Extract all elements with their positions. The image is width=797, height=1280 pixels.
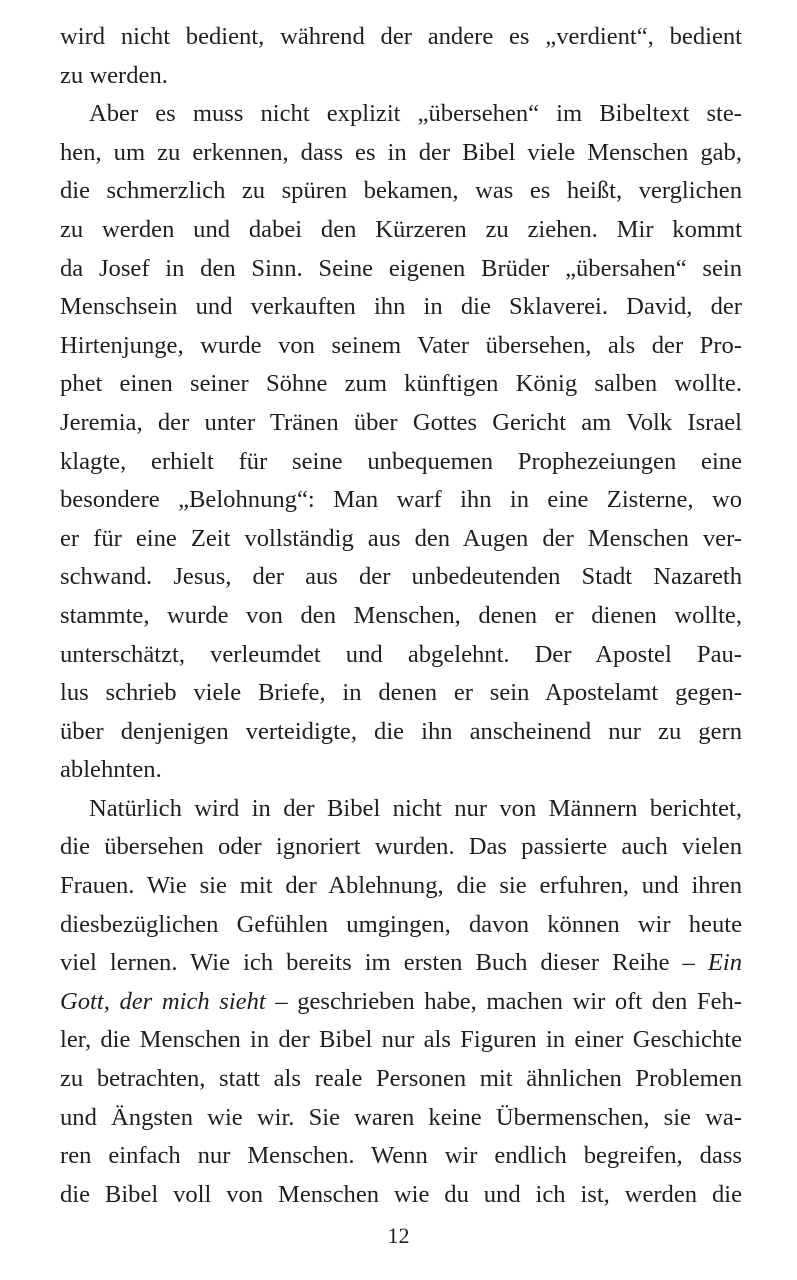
- text-line: wird nicht bedient, während der andere es „verdient“, bedient: [60, 23, 742, 50]
- text-line: phet einen seiner Söhne zum künftigen König salben wollte.: [60, 370, 742, 398]
- paragraph-continuation: [60, 18, 742, 95]
- text-line: über denjenigen verteidigte, die ihn anscheinend nur zu gern: [60, 717, 742, 745]
- text-line: Frauen. Wie sie mit der Ablehnung, die sie erfuhren, und ihren: [60, 872, 742, 900]
- text-line-with-title: [60, 983, 742, 1022]
- text-line: klagte, erhielt für seine unbequemen Prophezeiungen eine: [60, 447, 742, 475]
- text-line: unterschätzt, verleumdet und abgelehnt. Der Apostel Pau-: [60, 640, 742, 668]
- text-line: Hirtenjunge, wurde von seinem Vater übersehen, als der Pro-: [60, 331, 742, 359]
- text-line: zu betrachten, statt als reale Personen mit ähnlichen Problemen: [60, 1065, 742, 1093]
- text-line: die schmerzlich zu spüren bekamen, was es heißt, verglichen: [60, 177, 742, 205]
- text-line: stammte, wurde von den Menschen, denen er dienen wollte,: [60, 601, 742, 629]
- text-line: Natürlich wird in der Bibel nicht nur von Männern berichtet,: [89, 794, 742, 822]
- text-line: die Bibel voll von Menschen wie du und ich ist, werden die: [60, 1180, 742, 1208]
- text-line: Jeremia, der unter Tränen über Gottes Gericht am Volk Israel: [60, 408, 742, 436]
- book-title-italic: Ein: [707, 949, 742, 977]
- text-line: hen, um zu erkennen, dass es in der Bibel viele Menschen gab,: [60, 138, 742, 166]
- text-line: lus schrieb viele Briefe, in denen er sein Apostelamt gegen-: [60, 679, 742, 707]
- text-line: schwand. Jesus, der aus der unbedeutenden Stadt Nazareth: [60, 563, 742, 591]
- paragraph-women-in-bible: [60, 790, 742, 1215]
- book-title-italic: Gott, der mich sieht: [60, 987, 266, 1015]
- book-page: [60, 18, 742, 1214]
- text-line: zu werden.: [60, 61, 168, 89]
- text-line: ablehnten.: [60, 756, 162, 784]
- text-line: Aber es muss nicht explizit „übersehen“ im Bibeltext ste-: [89, 100, 742, 128]
- text-line: ler, die Menschen in der Bibel nur als Figuren in einer Geschichte: [60, 1026, 742, 1054]
- text-line-with-title: [60, 944, 742, 983]
- page-number: 12: [387, 1223, 410, 1248]
- text-line: er für eine Zeit vollständig aus den Augen der Menschen ver-: [60, 524, 742, 552]
- text-segment: viel lernen. Wie ich bereits im ersten Buch dieser Reihe –: [60, 949, 708, 977]
- text-line: diesbezüglichen Gefühlen umgingen, davon können wir heute: [60, 910, 742, 938]
- text-segment: – geschrieben habe, machen wir oft den Feh-: [265, 987, 743, 1015]
- text-line: zu werden und dabei den Kürzeren zu ziehen. Mir kommt: [60, 215, 742, 243]
- text-line: die übersehen oder ignoriert wurden. Das passierte auch vielen: [60, 833, 742, 861]
- paragraph-bible-examples: [60, 95, 742, 790]
- text-line: ren einfach nur Menschen. Wenn wir endlich begreifen, dass: [60, 1142, 742, 1170]
- text-line: besondere „Belohnung“: Man warf ihn in eine Zisterne, wo: [60, 486, 742, 514]
- text-line: da Josef in den Sinn. Seine eigenen Brüder „übersahen“ sein: [60, 254, 742, 282]
- text-line: Menschsein und verkauften ihn in die Sklaverei. David, der: [60, 293, 742, 321]
- text-line: und Ängsten wie wir. Sie waren keine Übermenschen, sie wa-: [60, 1103, 742, 1131]
